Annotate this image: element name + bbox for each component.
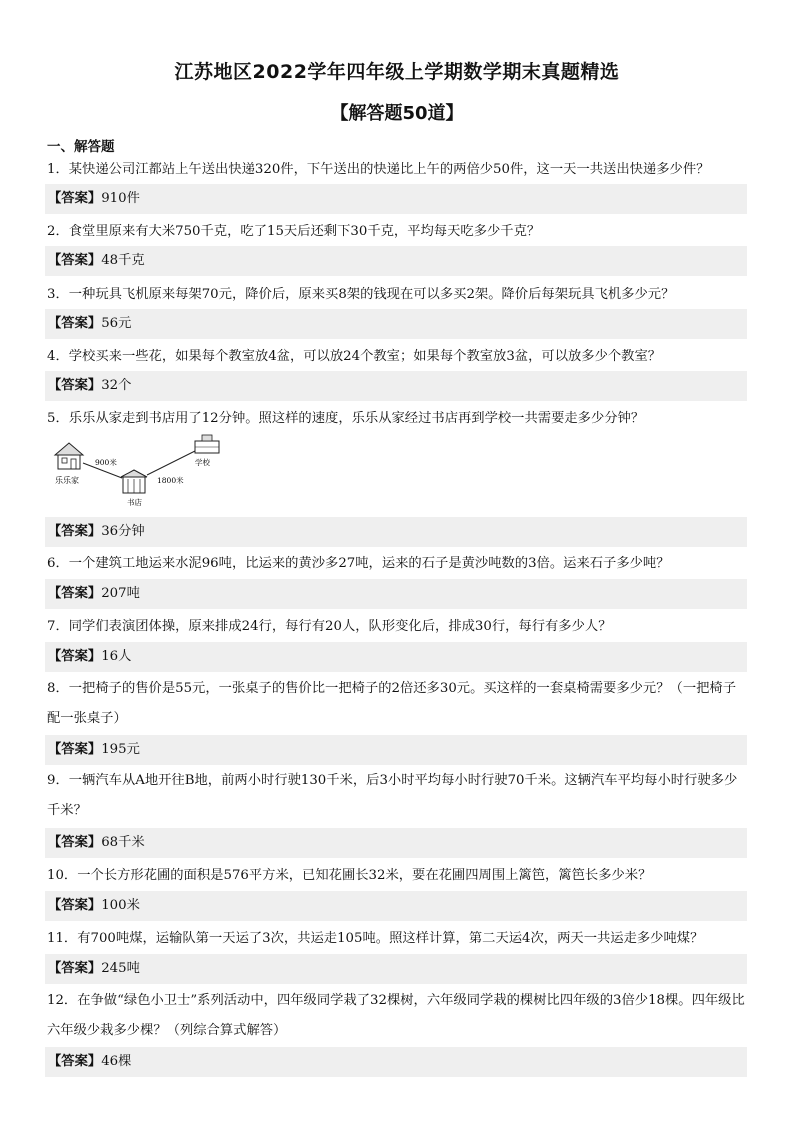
answer-value: 32个 (101, 378, 132, 393)
answer-7 (45, 642, 747, 672)
home-label: 乐乐家 (55, 476, 79, 485)
answer-value: 68千米 (101, 835, 145, 850)
question-4: 4．学校买来一些花，如果每个教室放4盆，可以放24个教室；如果每个教室放3盆，可以放多少个教室？ (47, 349, 662, 364)
answer-value: 100米 (101, 898, 140, 913)
question-12: 12．在争做“绿色小卫士”系列活动中，四年级同学栽了32棵树，六年级同学栽的棵树比四年级的3倍少18棵。四年级比六年级少栽多少棵？（列综合算式解答） (47, 993, 745, 1038)
answer-value: 48千克 (101, 253, 145, 268)
answer-value: 56元 (101, 316, 132, 331)
answer-9 (45, 828, 747, 858)
answer-label: 【答案】 (48, 253, 102, 268)
answer-value: 245吨 (101, 961, 140, 976)
store-icon (121, 470, 147, 493)
answer-label: 【答案】 (48, 524, 102, 539)
answer-11 (45, 954, 747, 984)
answer-label: 【答案】 (48, 1054, 102, 1069)
answer-label: 【答案】 (48, 961, 102, 976)
question-11: 11．有700吨煤，运输队第一天运了3次，共运走105吨。照这样计算，第二天运4次，两天一共运走多少吨煤？ (47, 931, 704, 946)
answer-label: 【答案】 (48, 742, 102, 757)
question-10: 10．一个长方形花圃的面积是576平方米，已知花圃长32米，要在花圃四周围上篱笆，篱笆长多少米？ (47, 868, 652, 883)
question-8: 8．一把椅子的售价是55元，一张桌子的售价比一把椅子的2倍还多30元。买这样的一套桌椅需要多少元？（一把椅子配一张桌子） (47, 681, 737, 726)
question-7: 7．同学们表演团体操，原来排成24行，每行有20人，队形变化后，排成30行，每行有多少人？ (47, 619, 612, 634)
answer-label: 【答案】 (48, 316, 102, 331)
answer-10 (45, 891, 747, 921)
answer-value: 46棵 (101, 1054, 132, 1069)
answer-value: 207吨 (101, 586, 140, 601)
route-line-2 (147, 451, 195, 475)
answer-label: 【答案】 (48, 649, 102, 664)
answer-5 (45, 517, 747, 547)
distance-1-label: 900米 (95, 458, 117, 467)
answer-label: 【答案】 (48, 898, 102, 913)
answer-8 (45, 735, 747, 765)
page-title: 江苏地区2022学年四年级上学期数学期末真题精选 (174, 61, 620, 83)
answer-label: 【答案】 (48, 586, 102, 601)
answer-value: 36分钟 (101, 524, 145, 539)
answer-3 (45, 309, 747, 339)
question-3: 3．一种玩具飞机原来每架70元，降价后，原来买8架的钱现在可以多买2架。降价后每架玩具飞机多少元？ (47, 287, 675, 302)
question-5: 5．乐乐从家走到书店用了12分钟。照这样的速度，乐乐从家经过书店再到学校一共需要走多少分钟？ (47, 411, 645, 426)
home-icon (55, 443, 83, 469)
answer-1 (45, 184, 747, 214)
answer-label: 【答案】 (48, 378, 102, 393)
answer-value: 910件 (101, 191, 140, 206)
distance-2-label: 1800米 (157, 476, 184, 485)
answer-12 (45, 1047, 747, 1077)
answer-value: 16人 (101, 649, 132, 664)
route-diagram (47, 433, 237, 513)
question-1: 1．某快递公司江都站上午送出快递320件，下午送出的快递比上午的两倍少50件，这一天一共送出快递多少件？ (47, 162, 710, 177)
store-label: 书店 (127, 498, 142, 507)
answer-label: 【答案】 (48, 191, 102, 206)
question-6: 6．一个建筑工地运来水泥96吨，比运来的黄沙多27吨，运来的石子是黄沙吨数的3倍。运来石子多少吨？ (47, 556, 670, 571)
section-heading: 一、解答题 (47, 139, 115, 155)
school-icon (195, 435, 219, 453)
school-label: 学校 (195, 458, 210, 467)
page-subtitle: 【解答题50道】 (330, 103, 464, 124)
answer-6 (45, 579, 747, 609)
question-9: 9．一辆汽车从A地开往B地，前两小时行驶130千米，后3小时平均每小时行驶70千米。这辆汽车平均每小时行驶多少千米？ (47, 773, 738, 818)
answer-label: 【答案】 (48, 835, 102, 850)
answer-2 (45, 246, 747, 276)
answer-4 (45, 371, 747, 401)
answer-value: 195元 (101, 742, 140, 757)
question-2: 2．食堂里原来有大米750千克，吃了15天后还剩下30千克，平均每天吃多少千克？ (47, 224, 541, 239)
